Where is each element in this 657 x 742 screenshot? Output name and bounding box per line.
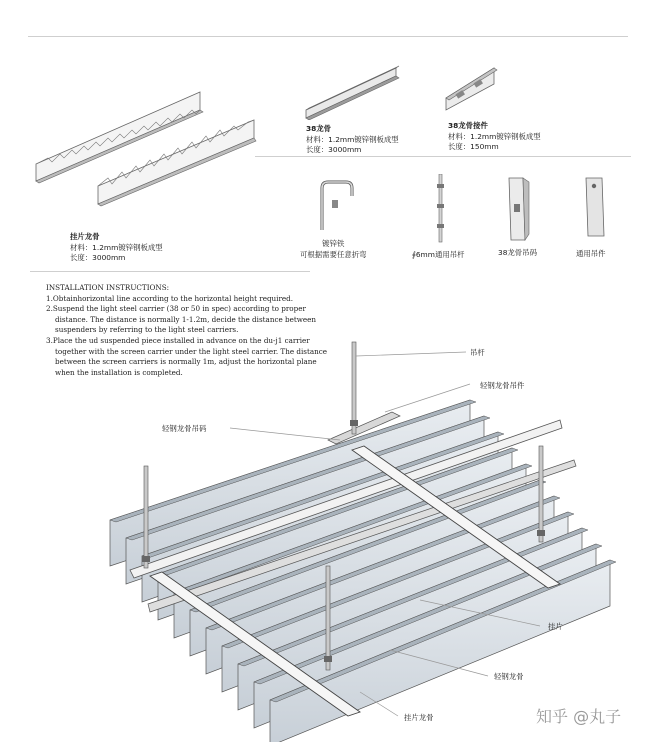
instructions-title: INSTALLATION INSTRUCTIONS: [46, 283, 170, 292]
callout-hanging-runner: 挂片龙骨 [404, 713, 434, 722]
instruction-step-2-line-3: suspenders by referring to the light steel carriers. [55, 325, 239, 335]
instruction-step-3-line-4: when the installation is completed. [55, 367, 183, 377]
callout-rod: 吊杆 [470, 348, 485, 357]
watermark: 知乎 @丸子 [536, 707, 622, 726]
main-runner-name: 38龙骨 [306, 124, 332, 133]
callout-light-steel-hanger: 轻钢龙骨吊件 [480, 381, 525, 390]
instruction-step-2-line-2: distance. The distance is normally 1-1.2m, decide the distance between [55, 314, 317, 324]
hanging-runner-length: 长度：3000mm [70, 253, 126, 262]
runner-connector-material: 材料：1.2mm镀锌钢板成型 [448, 131, 541, 141]
runner-connector-name: 38龙骨接件 [448, 121, 488, 130]
callout-panel: 挂片 [548, 622, 563, 631]
instruction-step-3: 3.Place the ud suspended piece installed in advance on the du-j1 carrier [46, 335, 310, 345]
runner-connector-length: 长度：150mm [448, 142, 499, 151]
runner-hanger-name: 38龙骨吊码 [498, 248, 537, 257]
galvanized-iron-note: 可根据需要任意折弯 [300, 249, 367, 259]
instruction-step-1: 1.Obtainhorizontal line according to the horizontal height required. [46, 293, 294, 303]
instruction-step-2: 2.Suspend the light steel carrier (38 or 50 in spec) according to proper [46, 304, 306, 314]
rod-name: ∮6mm通用吊杆 [412, 250, 465, 259]
galvanized-iron-name: 镀锌铁 [322, 239, 345, 248]
hanging-runner-material: 材料：1.2mm镀锌钢板成型 [70, 242, 163, 252]
callout-light-steel-runner: 轻钢龙骨 [494, 672, 524, 681]
main-runner-length: 长度：3000mm [306, 145, 362, 154]
universal-hanger-name: 通用吊件 [576, 249, 606, 258]
hanging-runner-name: 挂片龙骨 [70, 232, 100, 241]
callout-light-steel-clip: 轻钢龙骨吊码 [162, 424, 207, 433]
instruction-step-3-line-2: together with the screen carrier under the light steel carrier. The distance [55, 346, 328, 356]
instruction-step-3-line-3: between the screen carriers is normally 1m, adjust the horizontal plane [55, 357, 317, 367]
main-runner-material: 材料：1.2mm镀锌钢板成型 [306, 134, 399, 144]
